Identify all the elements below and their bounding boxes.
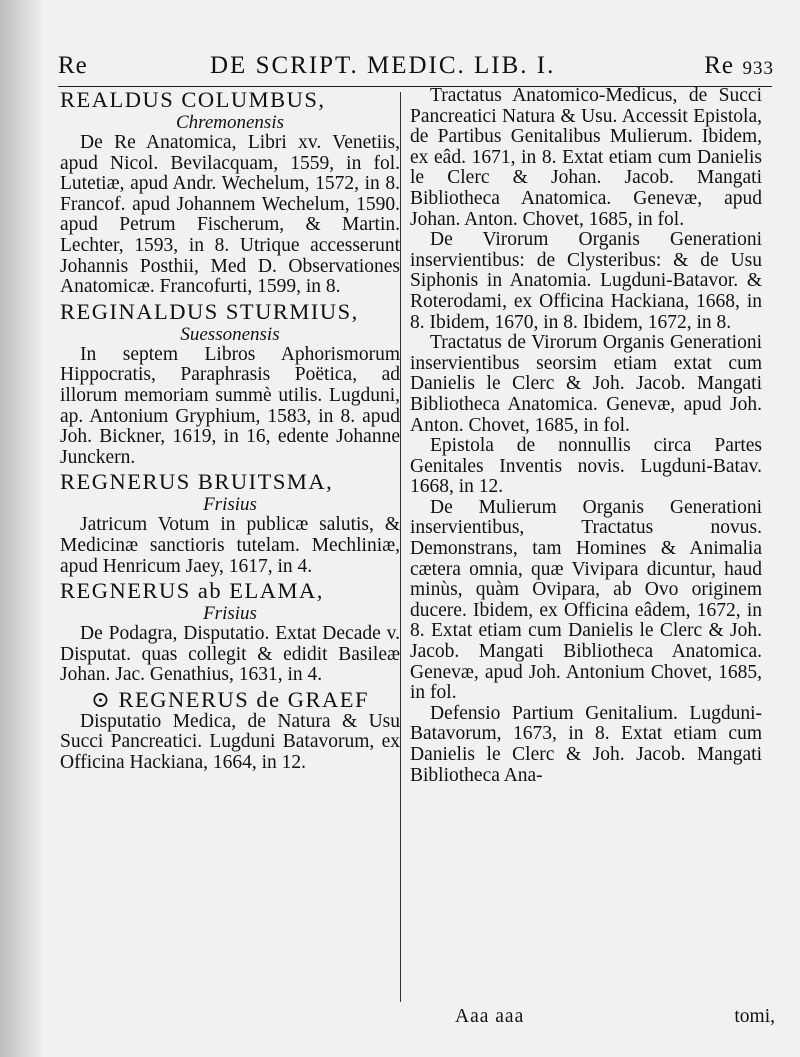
bibliography-entry: De Mulierum Organis Generationi inservientibus, Tractatus novus. Demonstrans, tam Homines & Animalia cætera omnia, quæ Vivipara dicuntur, haud minùs, quàm Ovipara, ab Ovo originem ducere. Ibidem, ex Officina eâdem, 1672, in 8. Extat etiam cum Danielis le Clerc & Joh. Jacob. Mangati Bibliotheca Anatomica. Genevæ, apud Joh. Antonium Chovet, 1685, in fol. (410, 496, 762, 704)
author-heading: REGNERUS BRUITSMA, (60, 469, 334, 495)
header-right-guide: Re (704, 52, 734, 79)
author-heading: REALDUS COLUMBUS, (60, 87, 326, 112)
header-left-guide: Re (58, 52, 88, 79)
author-origin: Suessonensis (180, 323, 280, 345)
right-column (410, 86, 762, 786)
bibliography-entry: Disputatio Medica, de Natura & Usu Succi Pancreatici. Lugduni Batavorum, ex Officina Hackiana, 1664, in 12. (60, 710, 400, 774)
author-heading: REGINALDUS STURMIUS, (60, 298, 359, 324)
bibliography-entry: De Podagra, Disputatio. Extat Decade v. Disputat. quas collegit & edidit Basileæ Johan. Jac. Genathius, 1631, in 4. (60, 623, 400, 686)
bibliography-entry: Defensio Partium Genitalium. Lugduni-Batavorum, 1673, in 8. Extat etiam cum Danielis le Clerc & Joh. Jacob. Mangati Bibliotheca Ana- (410, 702, 762, 786)
bibliography-entry: Epistola de nonnullis circa Partes Genitales Inventis novis. Lugduni-Batav. 1668, in 12. (410, 435, 762, 498)
left-column (60, 86, 400, 774)
author-heading: REGNERUS ab ELAMA, (60, 578, 324, 604)
bibliography-entry: De Re Anatomica, Libri xv. Venetiis, apud Nicol. Bevilacquam, 1559, in fol. Lutetiæ, apud Andr. Wechelum, 1572, in 8. Francof. apud Johannem Wechelum, 1590. apud Petrum Fischerum, & Martin. Lechter, 1593, in 8. Utrique accesserunt Johannis Posthii, Med D. Observationes Anatomicæ. Francofurti, 1599, in 8. (60, 132, 400, 298)
author-origin: Frisius (203, 603, 257, 625)
bibliography-entry: Jatricum Votum in publicæ salutis, & Medicinæ sanctioris tutelam. Mechliniæ, apud Henricum Jaey, 1617, in 4. (60, 514, 400, 577)
running-header (58, 52, 774, 86)
page-number: 933 (742, 58, 774, 79)
author-origin: Frisius (203, 494, 257, 516)
bibliography-entry: Tractatus de Virorum Organis Generationi inservientibus seorsim etiam extat cum Danielis le Clerc & Joh. Jacob. Mangati Bibliotheca Anatomica. Genevæ, apud Joh. Anton. Chovet, 1685, in fol. (410, 332, 762, 436)
author-origin: Chremonensis (175, 112, 285, 133)
header-title: DE SCRIPT. MEDIC. LIB. I. (210, 52, 556, 79)
page-gutter-shadow (0, 0, 42, 1057)
author-heading: ⊙ REGNERUS de GRAEF (91, 686, 369, 712)
catchword: tomi, (734, 1006, 775, 1027)
signature-mark: Aaa aaa (455, 1006, 525, 1027)
bibliography-entry: Tractatus Anatomico-Medicus, de Succi Pancreatici Natura & Usu. Accessit Epistola, de Partibus Genitalibus Mulierum. Ibidem, ex eâd. 1671, in 8. Extat etiam cum Danielis le Clerc & Johan. Jacob. Mangati Bibliotheca Anatomica. Genevæ, apud Johan. Anton. Chovet, 1685, in fol. (410, 85, 762, 230)
bibliography-entry: De Virorum Organis Generationi inservientibus: de Clysteribus: & de Usu Siphonis in Anatomia. Lugduni-Batavor. & Roterodami, ex Officina Hackiana, 1668, in 8. Ibidem, 1670, in 8. Ibidem, 1672, in 8. (410, 229, 762, 333)
bibliography-entry: In septem Libros Aphorismorum Hippocratis, Paraphrasis Poëtica, ad illorum memoriam summè utilis. Lugduni, ap. Antonium Gryphium, 1583, in 8. apud Joh. Bickner, 1619, in 16, edente Johanne Junckern. (60, 343, 400, 468)
column-divider (400, 92, 401, 1002)
